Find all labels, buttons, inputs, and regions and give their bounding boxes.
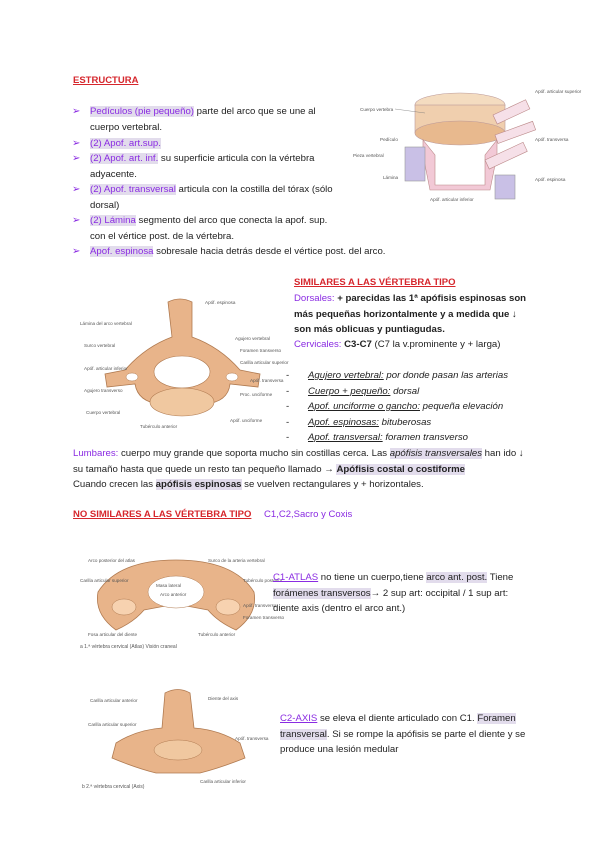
label-surco: Surco vertebral — [84, 343, 116, 348]
arrow-bullet-icon: ➢ — [72, 153, 81, 164]
svg-text:Surco de la arteria vertebral: Surco de la arteria vertebral — [208, 558, 265, 563]
lumbares-paragraph: Lumbares: cuerpo muy grande que soporta mucho sin costillas cerca. Las apófisis transversales han ido ↓ su tamaño hasta que quede un resto tan pequeño llamado → Apófisis costal o costiforme — [73, 448, 524, 475]
atlas-caption: a 1.ª vértebra cervical (Atlas) Visión craneal — [80, 644, 177, 650]
cervicales-paragraph: Cervicales: C3-C7 (C7 la v.prominente y + larga) — [294, 339, 501, 350]
arrow-bullet-icon: ➢ — [72, 184, 81, 195]
cervical-vertebra-illustration — [80, 292, 289, 437]
dorsales-paragraph: Dorsales: + parecidas las 1ª apófisis espinosas son más pequeñas horizontalmente y a medida que ↓ son más oblicuas y puntiagudas. — [294, 293, 527, 335]
section-title-no-similares: NO SIMILARES A LAS VÉRTEBRA TIPO C1,C2,Sacro y Coxis — [73, 509, 353, 520]
svg-text:Tubérculo posterior: Tubérculo posterior — [243, 578, 283, 583]
label-cuerpo: Cuerpo vertebral — [86, 410, 121, 415]
svg-text:Diente del axis: Diente del axis — [208, 696, 239, 701]
label-foramen: Foramen transverso — [240, 348, 282, 353]
label-tuberc: Apóf. unciforme — [230, 418, 263, 423]
label-cuerpo: Cuerpo vertebra — [360, 107, 394, 112]
label-espinosa: Apóf. espinosa — [535, 177, 566, 182]
vertebra-schematic-diagram — [345, 85, 582, 210]
label-art-sup: Apóf. articular superior — [535, 89, 582, 94]
arrow-bullet-icon: ➢ — [72, 138, 81, 149]
svg-text:Carilla articular superior: Carilla articular superior — [88, 722, 137, 727]
list-item: ➢ (2) Apof. transversal articula con la costilla del tórax (sólo dorsal) — [72, 184, 333, 211]
arrow-bullet-icon: ➢ — [72, 246, 81, 257]
label-pieza: Pieza vertebral — [353, 153, 384, 158]
list-item: ➢ (2) Lámina segmento del arco que conecta la apof. sup. con el vértice post. de la vértebra. — [72, 215, 328, 242]
svg-text:Masa lateral: Masa lateral — [156, 583, 182, 588]
svg-text:Carilla articular superior: Carilla articular superior — [80, 578, 129, 583]
svg-text:Apóf. transversa: Apóf. transversa — [243, 603, 277, 608]
atlas-illustration — [78, 552, 285, 652]
list-item: ➢ (2) Apof. art. inf. su superficie articula con la vértebra adyacente. — [72, 153, 315, 180]
svg-text:Fosa articular del diente: Fosa articular del diente — [88, 632, 138, 637]
svg-text:Carilla articular anterior: Carilla articular anterior — [90, 698, 138, 703]
section-title-similares: SIMILARES A LAS VÉRTEBRA TIPO — [294, 277, 456, 288]
svg-text:Arco posterior del atlas: Arco posterior del atlas — [88, 558, 135, 563]
label-lamina: Lámina — [383, 175, 399, 180]
axis-caption: b 2.ª vértebra cervical (Axis) — [82, 784, 145, 790]
list-item: ➢ (2) Apof. art.sup. — [90, 136, 340, 152]
list-item: ➢ Pedículos (pie pequeño) parte del arco que se une al cuerpo vertebral. — [72, 106, 316, 133]
section-title-estructura: ESTRUCTURA — [73, 75, 139, 86]
label-pediculo: Pedículo — [380, 137, 398, 142]
axis-illustration — [80, 688, 275, 788]
svg-text:Arco anterior: Arco anterior — [160, 592, 187, 597]
svg-text:Tubérculo anterior: Tubérculo anterior — [198, 632, 236, 637]
label-agujero: Agujero transverso — [84, 388, 123, 393]
crecen-paragraph: Cuando crecen las apófisis espinosas se vuelven rectangulares y + horizontales. — [73, 479, 424, 490]
list-item: ➢ Apof. espinosa sobresale hacia detrás desde el vértice post. del arco. — [90, 244, 450, 260]
label-art-inf: Apóf. articular inferior — [430, 197, 474, 202]
label-espinosa: Apóf. espinosa — [205, 300, 236, 305]
label-transversa: Apóf. transversa — [535, 137, 569, 142]
label-lamina: Lámina del arco vertebral — [80, 321, 132, 326]
arrow-bullet-icon: ➢ — [72, 215, 81, 226]
arrow-bullet-icon: ➢ — [72, 106, 81, 117]
label-espinal: Agujero vertebral — [235, 336, 270, 341]
svg-text:Apóf. transversa: Apóf. transversa — [235, 736, 269, 741]
label-art-inf: Apóf. articular inferior — [84, 366, 128, 371]
atlas-paragraph: C1-ATLAS no tiene un cuerpo,tiene arco ant. post. Tiene forámenes transversos→ 2 sup art: occipital / 1 sup art: diente axis (dentro el arco ant.) — [273, 572, 514, 614]
label-apof: Apóf. transversa — [250, 378, 284, 383]
svg-text:Foramen transverso: Foramen transverso — [243, 615, 285, 620]
axis-paragraph: C2-AXIS se eleva el diente articulado con C1. Foramen transversal. Si se rompe la apófisis se parte el diente y se produce una lesión medular — [280, 713, 526, 755]
svg-text:Carilla articular inferior: Carilla articular inferior — [200, 779, 246, 784]
label-unc: Proc. unciforme — [240, 392, 273, 397]
label-art-sup: Carilla articular superior — [240, 360, 289, 365]
label-tuberc-ant: Tubérculo anterior — [140, 424, 178, 429]
